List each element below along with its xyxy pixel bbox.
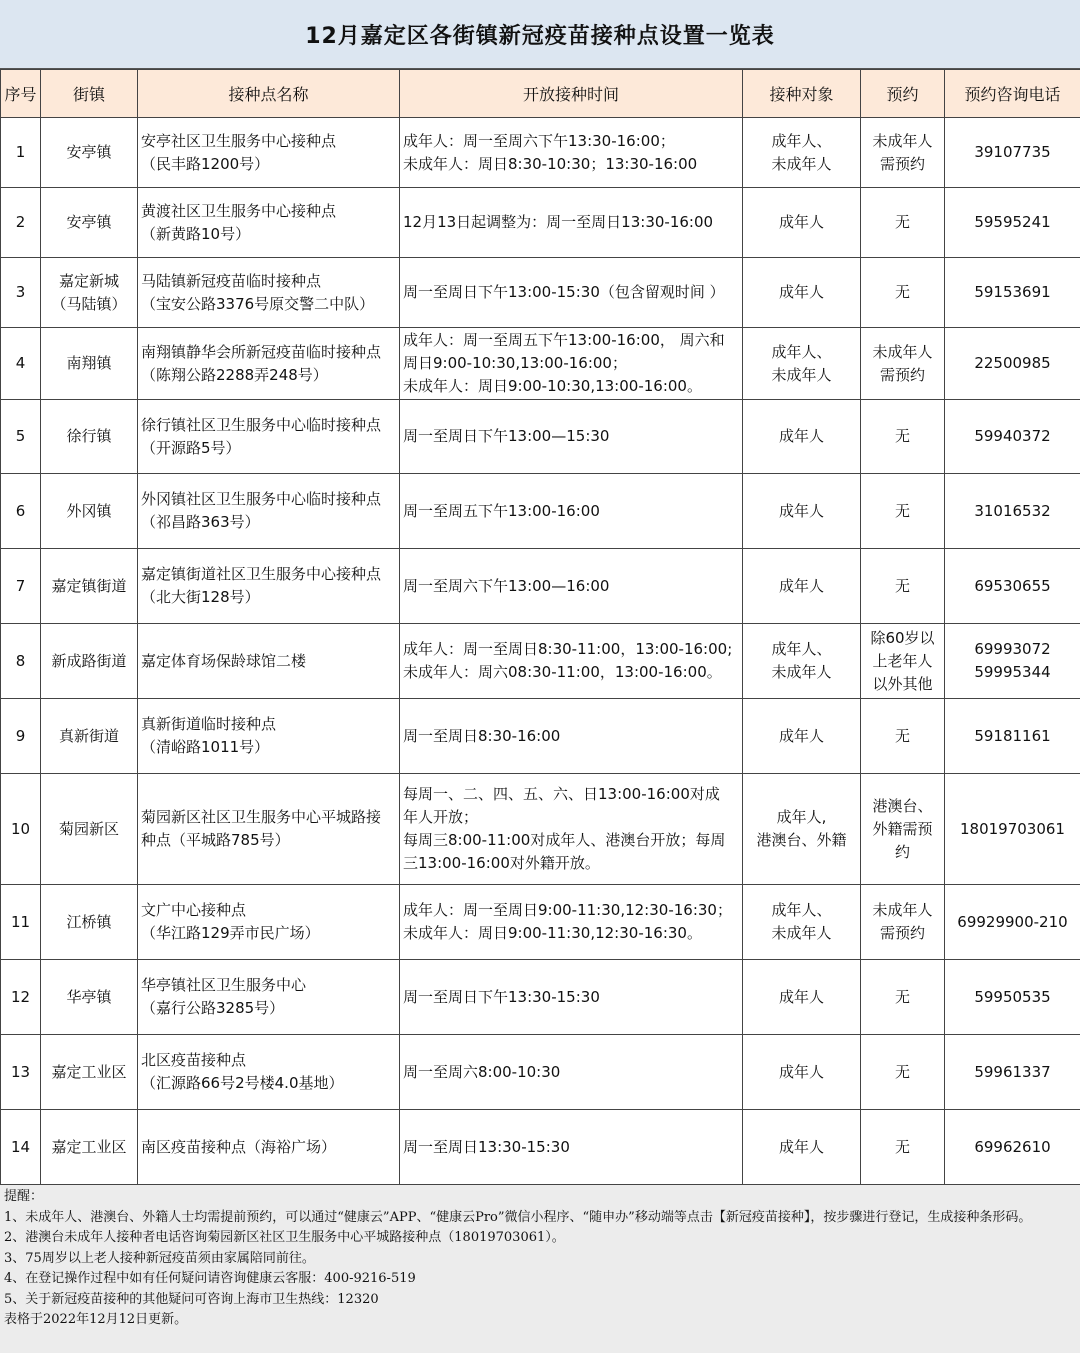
cell-booking [861,188,945,258]
cell-target [743,699,861,774]
cell-site-line: 嘉定体育场保龄球馆二楼 [141,650,397,673]
cell-town [41,960,138,1035]
cell-site [138,885,400,960]
cell-site-line: 南区疫苗接种点（海裕广场） [141,1136,397,1159]
table-row [1,699,1080,774]
cell-booking [861,699,945,774]
cell-target-line: 未成年人 [745,661,858,684]
cell-booking-line: 未成年人 [863,899,942,922]
cell-town-line: 新成路街道 [43,650,135,673]
table-body [1,118,1080,1185]
note-line: 1、未成年人、港澳台、外籍人士均需提前预约，可以通过“健康云”APP、“健康云Pro”微信小程序、“随申办”移动端等点击【新冠疫苗接种】，按步骤进行登记，生成接种条形码。 [4,1208,1076,1229]
cell-site-line: （嘉行公路3285号） [141,997,397,1020]
cell-hours-line: 成年人：周一至周日9:00-11:30,12:30-16:30； [403,899,740,922]
cell-phone [945,1110,1080,1185]
cell-site-line: 马陆镇新冠疫苗临时接种点 [141,270,397,293]
cell-target-line: 成年人 [745,986,858,1009]
cell-target-line: 成年人, [745,806,858,829]
table-row [1,474,1080,549]
cell-booking-line: 无 [863,725,942,748]
cell-hours-line: 三13:00-16:00对外籍开放。 [403,852,740,875]
cell-booking-line: 需预约 [863,364,942,387]
cell-target-line: 成年人、 [745,899,858,922]
cell-phone-line: 69530655 [947,575,1078,598]
cell-booking-line: 以外其他 [863,673,942,696]
cell-booking [861,258,945,328]
table-row [1,549,1080,624]
cell-booking-line: 无 [863,1136,942,1159]
cell-booking-line: 无 [863,211,942,234]
cell-town [41,885,138,960]
cell-target [743,624,861,699]
cell-site-line: （祁昌路363号） [141,511,397,534]
cell-phone-line: 59961337 [947,1061,1078,1084]
cell-no: 10 [1,774,41,885]
cell-booking [861,624,945,699]
cell-target-line: 成年人 [745,1061,858,1084]
cell-booking [861,549,945,624]
cell-site-line: 文广中心接种点 [141,899,397,922]
cell-site-line: （民丰路1200号） [141,153,397,176]
cell-hours [400,699,743,774]
cell-hours [400,474,743,549]
cell-site-line: （宝安公路3376号原交警二中队） [141,293,397,316]
cell-site-line: 北区疫苗接种点 [141,1049,397,1072]
cell-town-line: 江桥镇 [43,911,135,934]
cell-phone-line: 39107735 [947,141,1078,164]
cell-phone-line: 69993072 [947,638,1078,661]
cell-hours-line: 周一至周日13:30-15:30 [403,1136,740,1159]
cell-town-line: 徐行镇 [43,425,135,448]
cell-target-line: 成年人 [745,211,858,234]
header-no: 序号 [1,70,41,118]
cell-hours-line: 周一至周日下午13:00—15:30 [403,425,740,448]
cell-town [41,328,138,400]
cell-target [743,188,861,258]
cell-site [138,549,400,624]
cell-booking [861,474,945,549]
cell-phone [945,1035,1080,1110]
cell-site [138,474,400,549]
cell-town-line: 嘉定镇街道 [43,575,135,598]
cell-town-line: 真新街道 [43,725,135,748]
cell-phone [945,328,1080,400]
cell-target [743,258,861,328]
cell-booking-line: 港澳台、 [863,795,942,818]
cell-booking-line: 未成年人 [863,341,942,364]
cell-phone [945,400,1080,474]
cell-site [138,960,400,1035]
cell-booking-line: 需预约 [863,153,942,176]
table-row [1,624,1080,699]
cell-target-line: 成年人、 [745,130,858,153]
cell-phone [945,474,1080,549]
title-bar [0,0,1080,69]
cell-phone-line: 22500985 [947,352,1078,375]
cell-town-line: 嘉定工业区 [43,1136,135,1159]
cell-no: 6 [1,474,41,549]
cell-booking-line: 无 [863,575,942,598]
cell-town [41,699,138,774]
cell-hours-line: 成年人：周一至周六下午13:30-16:00； [403,130,740,153]
cell-phone-line: 31016532 [947,500,1078,523]
header-booking: 预约 [861,70,945,118]
cell-site [138,400,400,474]
cell-town [41,258,138,328]
table-row [1,1110,1080,1185]
cell-target [743,400,861,474]
cell-hours [400,885,743,960]
cell-site [138,699,400,774]
cell-hours-line: 周一至周日下午13:30-15:30 [403,986,740,1009]
cell-hours-line: 成年人：周一至周五下午13:00-16:00， 周六和 [403,329,740,352]
table-row [1,960,1080,1035]
header-hours: 开放接种时间 [400,70,743,118]
cell-hours [400,624,743,699]
cell-target [743,1110,861,1185]
cell-site-line: 真新街道临时接种点 [141,713,397,736]
cell-phone [945,885,1080,960]
sites-table [0,69,1080,1185]
cell-hours [400,1035,743,1110]
cell-town [41,774,138,885]
cell-site [138,328,400,400]
cell-phone-line: 59595241 [947,211,1078,234]
cell-booking [861,400,945,474]
cell-no: 2 [1,188,41,258]
cell-no: 7 [1,549,41,624]
cell-target-line: 成年人 [745,575,858,598]
cell-hours-line: 每周一、二、四、五、六、日13:00-16:00对成 [403,783,740,806]
cell-booking [861,885,945,960]
cell-booking-line: 约 [863,841,942,864]
cell-phone-line: 59950535 [947,986,1078,1009]
cell-hours-line: 未成年人：周日8:30-10:30；13:30-16:00 [403,153,740,176]
cell-town [41,400,138,474]
cell-target [743,960,861,1035]
cell-booking [861,118,945,188]
cell-site-line: （北大街128号） [141,586,397,609]
table-row [1,1035,1080,1110]
cell-town-line: 南翔镇 [43,352,135,375]
cell-town-line: 嘉定工业区 [43,1061,135,1084]
cell-booking [861,328,945,400]
cell-site-line: （清峪路1011号） [141,736,397,759]
table-row [1,188,1080,258]
cell-target [743,118,861,188]
cell-phone [945,960,1080,1035]
cell-town [41,118,138,188]
cell-site-line: （汇源路66号2号楼4.0基地） [141,1072,397,1095]
cell-town-line: 菊园新区 [43,818,135,841]
cell-site-line: （新黄路10号） [141,223,397,246]
cell-hours [400,774,743,885]
cell-no: 13 [1,1035,41,1110]
header-site: 接种点名称 [138,70,400,118]
cell-town [41,624,138,699]
cell-town-line: 华亭镇 [43,986,135,1009]
cell-phone-line: 69929900-210 [947,911,1078,934]
cell-site-line: 黄渡社区卫生服务中心接种点 [141,200,397,223]
cell-town [41,549,138,624]
cell-site [138,1035,400,1110]
cell-target-line: 成年人 [745,281,858,304]
cell-hours-line: 周一至周日8:30-16:00 [403,725,740,748]
table-row [1,258,1080,328]
cell-site-line: 华亭镇社区卫生服务中心 [141,974,397,997]
cell-town-line: （马陆镇） [43,293,135,316]
cell-site [138,624,400,699]
cell-hours-line: 未成年人：周日9:00-10:30,13:00-16:00。 [403,375,740,398]
cell-phone-line: 59181161 [947,725,1078,748]
header-town: 街镇 [41,70,138,118]
cell-booking-line: 上老年人 [863,650,942,673]
header-phone: 预约咨询电话 [945,70,1080,118]
cell-booking-line: 无 [863,425,942,448]
cell-phone [945,699,1080,774]
cell-booking [861,774,945,885]
cell-no: 9 [1,699,41,774]
cell-booking-line: 无 [863,1061,942,1084]
cell-hours-line: 成年人：周一至周日8:30-11:00，13:00-16:00; [403,638,740,661]
cell-target-line: 未成年人 [745,364,858,387]
cell-target-line: 成年人 [745,425,858,448]
cell-booking-line: 除60岁以 [863,627,942,650]
cell-target-line: 成年人 [745,1136,858,1159]
cell-hours [400,258,743,328]
cell-no: 1 [1,118,41,188]
cell-hours [400,118,743,188]
cell-site [138,774,400,885]
cell-no: 11 [1,885,41,960]
table-header-row [1,70,1080,118]
cell-phone [945,549,1080,624]
cell-town [41,188,138,258]
cell-hours [400,188,743,258]
cell-hours-line: 12月13日起调整为：周一至周日13:30-16:00 [403,211,740,234]
table-row [1,328,1080,400]
notes-panel [0,1185,1080,1353]
cell-site-line: （华江路129弄市民广场） [141,922,397,945]
cell-site [138,118,400,188]
cell-phone [945,118,1080,188]
cell-target-line: 港澳台、外籍 [745,829,858,852]
cell-site-line: 徐行镇社区卫生服务中心临时接种点 [141,414,397,437]
cell-hours-line: 周一至周六8:00-10:30 [403,1061,740,1084]
cell-no: 12 [1,960,41,1035]
cell-hours [400,400,743,474]
cell-site [138,258,400,328]
cell-target-line: 成年人 [745,500,858,523]
cell-target-line: 成年人、 [745,341,858,364]
cell-target [743,474,861,549]
note-line: 提醒： [4,1187,1076,1208]
table-row [1,118,1080,188]
note-line: 表格于2022年12月12日更新。 [4,1310,1076,1331]
cell-site [138,188,400,258]
cell-booking-line: 外籍需预 [863,818,942,841]
cell-hours-line: 年人开放； [403,806,740,829]
cell-target [743,328,861,400]
cell-hours [400,549,743,624]
cell-hours-line: 周日9:00-10:30,13:00-16:00； [403,352,740,375]
cell-booking-line: 无 [863,281,942,304]
cell-hours [400,1110,743,1185]
cell-town-line: 嘉定新城 [43,270,135,293]
cell-target-line: 成年人 [745,725,858,748]
cell-phone-line: 59940372 [947,425,1078,448]
note-line: 5、关于新冠疫苗接种的其他疑问可咨询上海市卫生热线：12320 [4,1290,1076,1311]
cell-site-line: 安亭社区卫生服务中心接种点 [141,130,397,153]
cell-no: 14 [1,1110,41,1185]
cell-no: 4 [1,328,41,400]
cell-town [41,1110,138,1185]
cell-town [41,1035,138,1110]
cell-hours-line: 周一至周五下午13:00-16:00 [403,500,740,523]
cell-target-line: 成年人、 [745,638,858,661]
cell-phone-line: 18019703061 [947,818,1078,841]
table-row [1,885,1080,960]
header-target: 接种对象 [743,70,861,118]
cell-hours-line: 未成年人：周六08:30-11:00，13:00-16:00。 [403,661,740,684]
note-line: 3、75周岁以上老人接种新冠疫苗须由家属陪同前往。 [4,1249,1076,1270]
cell-booking-line: 无 [863,986,942,1009]
cell-no: 5 [1,400,41,474]
cell-phone [945,774,1080,885]
cell-site-line: 外冈镇社区卫生服务中心临时接种点 [141,488,397,511]
cell-booking-line: 未成年人 [863,130,942,153]
cell-town-line: 外冈镇 [43,500,135,523]
cell-target-line: 未成年人 [745,153,858,176]
cell-phone-line: 59153691 [947,281,1078,304]
cell-hours-line: 周一至周六下午13:00—16:00 [403,575,740,598]
cell-site [138,1110,400,1185]
cell-booking-line: 需预约 [863,922,942,945]
table-row [1,774,1080,885]
cell-site-line: （陈翔公路2288弄248号） [141,364,397,387]
cell-town-line: 安亭镇 [43,141,135,164]
cell-site-line: 菊园新区社区卫生服务中心平城路接 [141,806,397,829]
cell-booking-line: 无 [863,500,942,523]
cell-town-line: 安亭镇 [43,211,135,234]
cell-site-line: 南翔镇静华会所新冠疫苗临时接种点 [141,341,397,364]
note-line: 2、港澳台未成年人接种者电话咨询菊园新区社区卫生服务中心平城路接种点（18019703061）。 [4,1228,1076,1249]
cell-no: 3 [1,258,41,328]
cell-booking [861,960,945,1035]
cell-site-line: （开源路5号） [141,437,397,460]
cell-booking [861,1035,945,1110]
page-title: 12月嘉定区各街镇新冠疫苗接种点设置一览表 [305,19,775,50]
cell-target [743,549,861,624]
cell-hours-line: 每周三8:00-11:00对成年人、港澳台开放；每周 [403,829,740,852]
cell-phone [945,624,1080,699]
table-row [1,400,1080,474]
cell-hours-line: 未成年人：周日9:00-11:30,12:30-16:30。 [403,922,740,945]
cell-site-line: 嘉定镇街道社区卫生服务中心接种点 [141,563,397,586]
cell-hours-line: 周一至周日下午13:00-15:30（包含留观时间 ） [403,281,740,304]
cell-phone [945,188,1080,258]
cell-target [743,1035,861,1110]
cell-target [743,885,861,960]
cell-town [41,474,138,549]
cell-site-line: 种点（平城路785号） [141,829,397,852]
cell-phone-line: 69962610 [947,1136,1078,1159]
cell-target-line: 未成年人 [745,922,858,945]
cell-phone-line: 59995344 [947,661,1078,684]
cell-phone [945,258,1080,328]
cell-no: 8 [1,624,41,699]
cell-target [743,774,861,885]
cell-booking [861,1110,945,1185]
cell-hours [400,960,743,1035]
note-line: 4、在登记操作过程中如有任何疑问请咨询健康云客服：400-9216-519 [4,1269,1076,1290]
cell-hours [400,328,743,400]
